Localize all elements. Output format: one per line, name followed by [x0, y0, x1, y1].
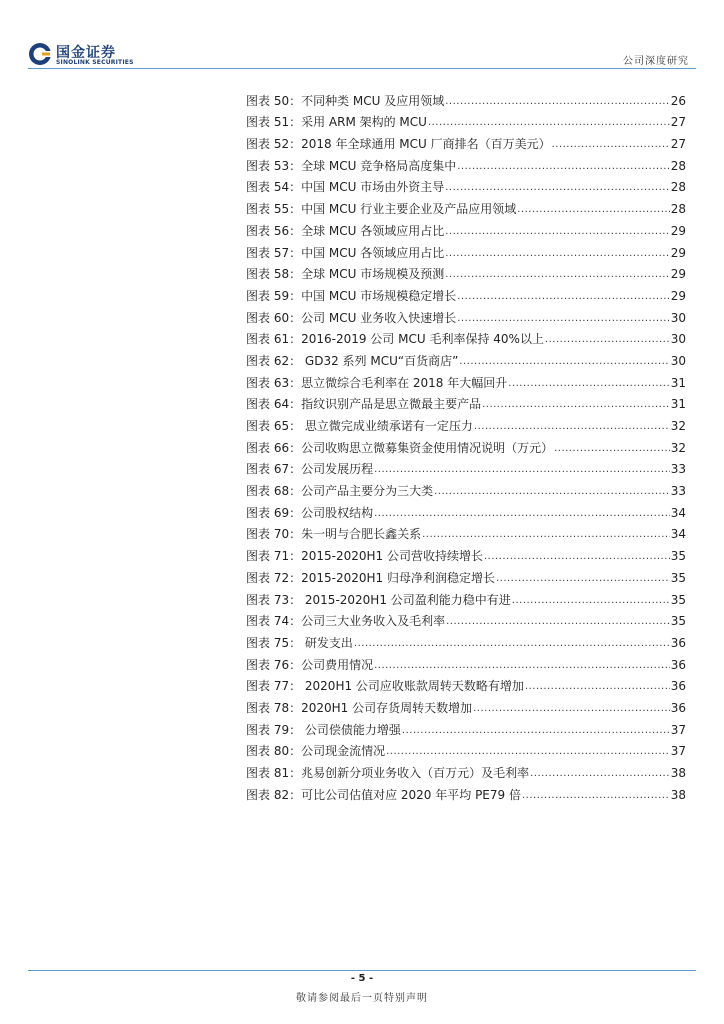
header-divider [28, 68, 696, 69]
toc-entry-page: 29 [670, 267, 686, 282]
toc-entry-label: 图表 82：可比公司估值对应 2020 年平均 PE79 倍 [246, 787, 521, 802]
toc-dot-leader [354, 637, 670, 650]
toc-entry[interactable] [246, 151, 686, 173]
toc-entry-page: 34 [670, 527, 686, 542]
toc-dot-leader [525, 680, 670, 693]
toc-dot-leader [517, 203, 669, 216]
toc-entry[interactable] [246, 476, 686, 498]
toc-entry[interactable] [246, 693, 686, 715]
toc-entry[interactable] [246, 216, 686, 238]
toc-entry-page: 35 [670, 570, 686, 585]
toc-entry-label: 图表 59：中国 MCU 市场规模稳定增长 [246, 288, 457, 303]
toc-entry[interactable] [246, 758, 686, 780]
toc-entry-label: 图表 69：公司股权结构 [246, 505, 374, 520]
toc-entry[interactable] [246, 86, 686, 108]
toc-entry[interactable] [246, 672, 686, 694]
toc-entry[interactable] [246, 281, 686, 303]
toc-entry-label: 图表 55：中国 MCU 行业主要企业及产品应用领域 [246, 202, 517, 217]
toc-dot-leader [445, 225, 669, 238]
toc-entry[interactable] [246, 260, 686, 282]
toc-entry-page: 28 [670, 158, 686, 173]
toc-dot-leader [522, 789, 670, 802]
figure-index-list [246, 86, 686, 802]
toc-entry-label: 图表 74：公司三大业务收入及毛利率 [246, 614, 446, 629]
toc-dot-leader [428, 116, 670, 129]
toc-entry-label: 图表 67：公司发展历程 [246, 462, 374, 477]
toc-entry-page: 32 [670, 440, 686, 455]
toc-entry-label: 图表 54：中国 MCU 市场由外资主导 [246, 180, 445, 195]
toc-dot-leader [386, 745, 670, 758]
toc-entry[interactable] [246, 498, 686, 520]
toc-entry-label: 图表 73： 2015-2020H1 公司盈利能力稳中有进 [246, 592, 511, 607]
toc-entry-label: 图表 61：2016-2019 公司 MCU 毛利率保持 40%以上 [246, 332, 544, 347]
toc-entry[interactable] [246, 325, 686, 347]
toc-entry[interactable] [246, 173, 686, 195]
toc-entry-page: 29 [670, 288, 686, 303]
toc-entry-label: 图表 52：2018 年全球通用 MCU 厂商排名（百万美元） [246, 137, 551, 152]
toc-entry[interactable] [246, 650, 686, 672]
toc-entry-label: 图表 56：全球 MCU 各领域应用占比 [246, 223, 445, 238]
toc-dot-leader [422, 528, 670, 541]
toc-entry-page: 36 [670, 700, 686, 715]
toc-entry-label: 图表 53：全球 MCU 竞争格局高度集中 [246, 158, 457, 173]
toc-entry[interactable] [246, 541, 686, 563]
toc-entry-label: 图表 71：2015-2020H1 公司营收持续增长 [246, 549, 483, 564]
toc-entry-page: 37 [670, 744, 686, 759]
toc-dot-leader [446, 615, 670, 628]
toc-entry-page: 31 [670, 375, 686, 390]
toc-entry-page: 34 [670, 505, 686, 520]
toc-entry-page: 36 [670, 635, 686, 650]
toc-dot-leader [473, 702, 670, 715]
toc-entry-label: 图表 77： 2020H1 公司应收账款周转天数略有增加 [246, 679, 524, 694]
toc-entry-label: 图表 70：朱一明与合肥长鑫关系 [246, 527, 422, 542]
toc-entry[interactable] [246, 303, 686, 325]
toc-entry-label: 图表 63：思立微综合毛利率在 2018 年大幅回升 [246, 375, 508, 390]
toc-entry-label: 图表 75： 研发支出 [246, 635, 353, 650]
toc-entry-label: 图表 58：全球 MCU 市场规模及预测 [246, 267, 445, 282]
toc-entry[interactable] [246, 520, 686, 542]
toc-entry[interactable] [246, 433, 686, 455]
toc-entry-page: 27 [670, 137, 686, 152]
toc-entry-page: 35 [670, 549, 686, 564]
toc-entry[interactable] [246, 238, 686, 260]
page-header [0, 0, 724, 70]
toc-dot-leader [457, 312, 669, 325]
toc-entry-label: 图表 50：不同种类 MCU 及应用领域 [246, 93, 445, 108]
toc-entry-page: 32 [670, 419, 686, 433]
toc-entry[interactable] [246, 411, 686, 433]
toc-entry[interactable] [246, 780, 686, 802]
toc-dot-leader [459, 355, 669, 368]
toc-dot-leader [508, 377, 669, 390]
footer-divider [28, 970, 696, 971]
disclaimer: 敬请参阅最后一页特别声明 [296, 993, 428, 1004]
toc-dot-leader [554, 442, 670, 455]
toc-entry-label: 图表 51：采用 ARM 架构的 MCU [246, 115, 427, 130]
toc-entry[interactable] [246, 390, 686, 412]
toc-dot-leader [530, 767, 670, 780]
sinolink-logo-icon [28, 42, 52, 66]
toc-entry[interactable] [246, 455, 686, 477]
toc-entry[interactable] [246, 585, 686, 607]
toc-entry-label: 图表 81：兆易创新分项业务收入（百万元）及毛利率 [246, 766, 530, 780]
toc-dot-leader [445, 181, 669, 194]
toc-entry[interactable] [246, 628, 686, 650]
toc-entry-label: 图表 66：公司收购思立微募集资金使用情况说明（万元） [246, 440, 554, 455]
toc-entry-page: 29 [670, 245, 686, 260]
toc-dot-leader [496, 572, 670, 585]
company-logo [28, 42, 138, 70]
toc-entry-page: 28 [670, 180, 686, 195]
toc-entry-page: 30 [670, 332, 686, 347]
toc-entry[interactable] [246, 368, 686, 390]
toc-entry-page: 30 [670, 353, 686, 368]
toc-entry[interactable] [246, 563, 686, 585]
toc-entry-page: 37 [670, 722, 686, 737]
toc-entry-page: 27 [670, 115, 686, 130]
toc-entry-label: 图表 62： GD32 系列 MCU“百货商店” [246, 353, 459, 368]
toc-dot-leader [445, 247, 669, 260]
toc-entry-page: 28 [670, 202, 686, 217]
toc-entry[interactable] [246, 129, 686, 151]
toc-entry-label: 图表 79： 公司偿债能力增强 [246, 722, 401, 737]
toc-entry-page: 35 [670, 592, 686, 607]
toc-entry-page: 26 [670, 93, 686, 108]
toc-dot-leader [374, 507, 670, 520]
toc-dot-leader [482, 398, 670, 411]
toc-entry-label: 图表 72：2015-2020H1 归母净利润稳定增长 [246, 570, 495, 585]
report-type: 公司深度研究 [623, 56, 689, 67]
toc-entry-page: 35 [670, 614, 686, 629]
toc-entry-page: 36 [670, 679, 686, 694]
toc-entry-label: 图表 57：中国 MCU 各领域应用占比 [246, 245, 445, 260]
toc-dot-leader [545, 333, 670, 346]
toc-dot-leader [445, 268, 669, 281]
toc-entry-page: 30 [670, 310, 686, 325]
toc-entry-label: 图表 60：公司 MCU 业务收入快速增长 [246, 310, 457, 325]
toc-entry-page: 38 [670, 766, 686, 780]
toc-entry-label: 图表 78：2020H1 公司存货周转天数增加 [246, 700, 473, 715]
toc-dot-leader [374, 659, 670, 672]
toc-dot-leader [457, 290, 669, 303]
toc-entry[interactable] [246, 607, 686, 629]
toc-entry[interactable] [246, 737, 686, 759]
toc-entry-page: 38 [670, 787, 686, 802]
toc-entry-label: 图表 80：公司现金流情况 [246, 744, 386, 759]
logo-chinese-name: 国金证券 [56, 45, 116, 61]
toc-dot-leader [457, 160, 669, 173]
toc-dot-leader [402, 724, 670, 737]
toc-dot-leader [474, 420, 670, 433]
toc-dot-leader [512, 594, 670, 607]
toc-entry-page: 36 [670, 657, 686, 672]
toc-entry[interactable] [246, 108, 686, 130]
page-number: - 5 - [350, 973, 374, 984]
toc-entry-page: 31 [670, 397, 686, 412]
toc-entry-label: 图表 64：指纹识别产品是思立微最主要产品 [246, 397, 482, 412]
toc-dot-leader [374, 463, 670, 476]
toc-entry[interactable] [246, 715, 686, 737]
toc-entry-page: 33 [670, 484, 686, 499]
toc-entry-page: 33 [670, 462, 686, 477]
toc-entry-label: 图表 65： 思立微完成业绩承诺有一定压力 [246, 419, 473, 433]
toc-entry-page: 29 [670, 223, 686, 238]
toc-dot-leader [552, 138, 670, 151]
toc-dot-leader [434, 485, 670, 498]
logo-english-name: SINOLINK SECURITIES [56, 59, 134, 66]
toc-entry-label: 图表 68：公司产品主要分为三大类 [246, 484, 434, 499]
toc-entry[interactable] [246, 194, 686, 216]
toc-entry[interactable] [246, 346, 686, 368]
toc-entry-label: 图表 76：公司费用情况 [246, 657, 374, 672]
toc-dot-leader [484, 550, 670, 563]
toc-dot-leader [445, 95, 669, 108]
